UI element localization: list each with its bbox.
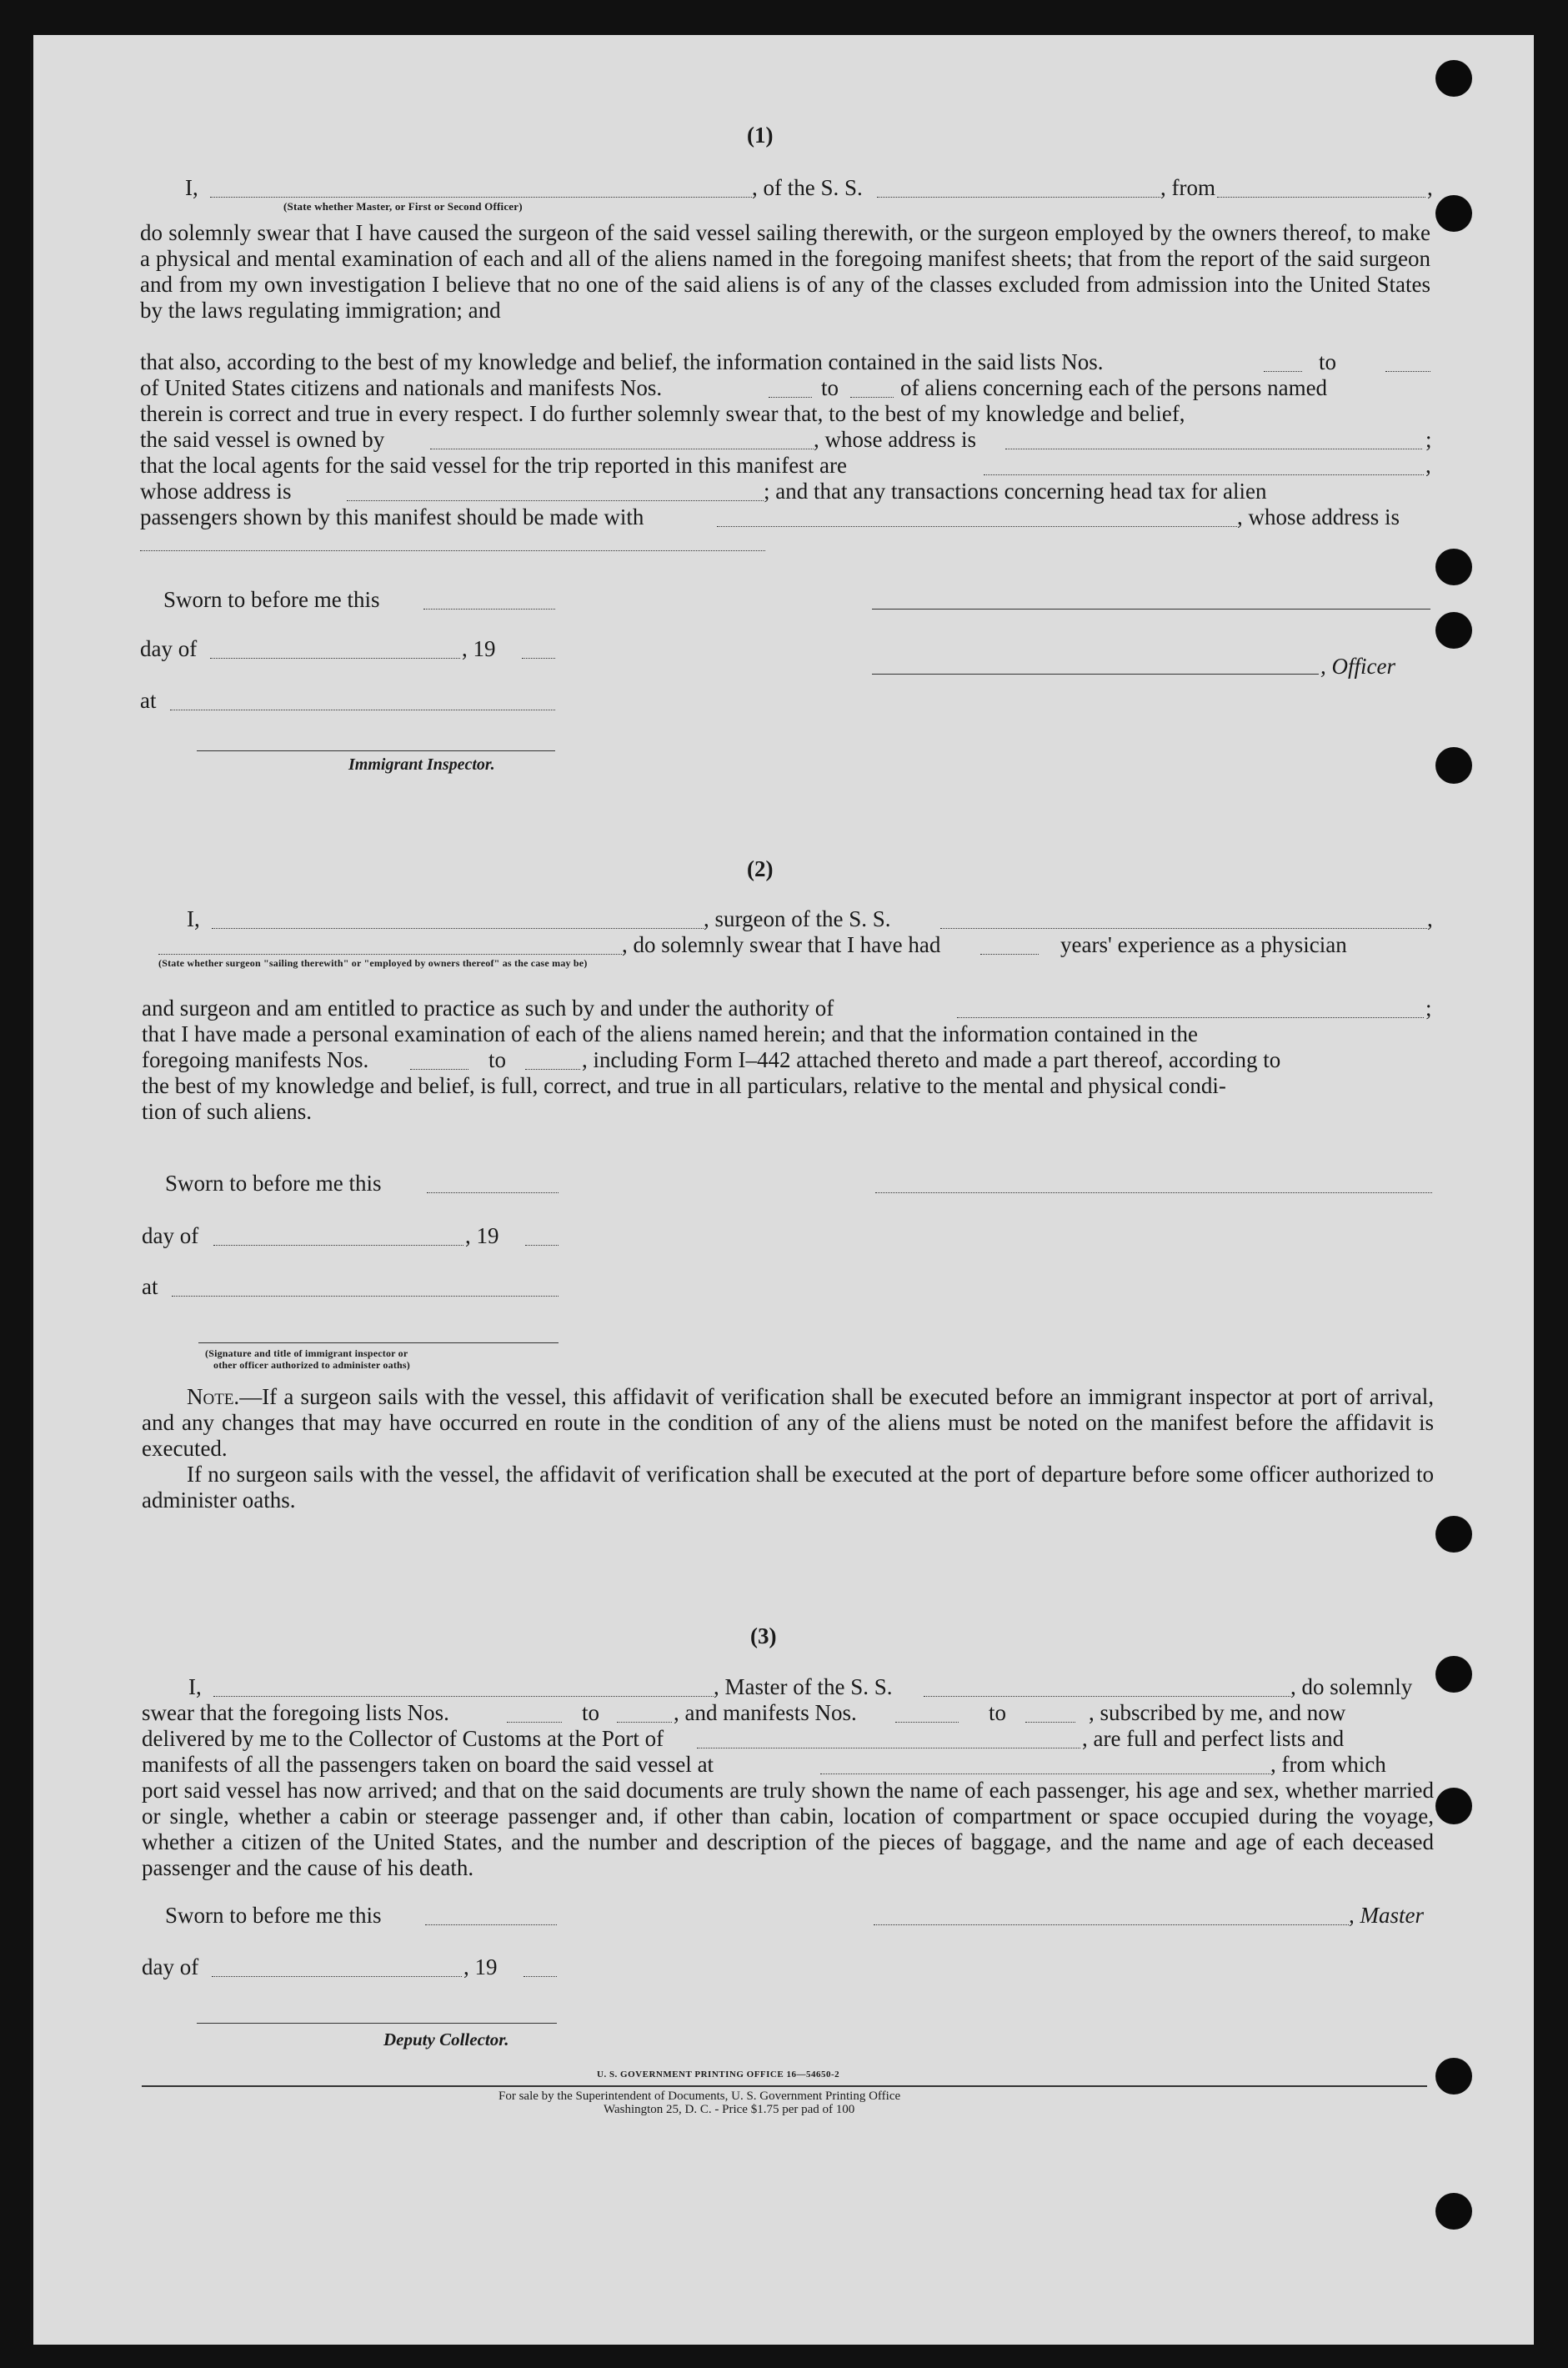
s2-best: the best of my knowledge and belief, is full, correct, and true in all particulars, relative to the mental and physical condi-: [142, 1073, 1226, 1098]
s3-boarded-at-field[interactable]: [820, 1773, 1270, 1774]
s1-sworn: Sworn to before me this: [163, 587, 380, 612]
s2-sig-caption-2: other officer authorized to administer oaths): [213, 1359, 410, 1371]
s3-do-solemnly: , do solemnly: [1290, 1674, 1413, 1699]
s1-local-agents: that the local agents for the said vessel for the trip reported in this manifest are: [140, 453, 847, 478]
s1-officer-label: , Officer: [1320, 654, 1395, 679]
gpo-imprint: U. S. GOVERNMENT PRINTING OFFICE 16—54650-2: [597, 2069, 840, 2080]
s1-year-field[interactable]: [522, 658, 555, 659]
s3-body-paragraph: port said vessel has now arrived; and that on the said documents are truly shown the name of each passenger, his age and sex, whether married or single, whether a cabin or steerage passenger and, if other than cabin, location of compartment or space occupied during the voyage, whether a citizen of the United States, and the number and description of the pieces of baggage, and the name and age of each deceased passenger and the cause of his death.: [142, 1778, 1434, 1880]
s2-note-paragraph-2: If no surgeon sails with the vessel, the affidavit of verification shall be executed at the port of departure before some officer authorized to administer oaths.: [142, 1462, 1434, 1513]
s1-sworn-field[interactable]: [423, 609, 555, 610]
footer-rule: [142, 2085, 1427, 2087]
s3-year-field[interactable]: [524, 1976, 557, 1977]
punch-hole: [1435, 1516, 1472, 1553]
s2-comma: ,: [1427, 906, 1433, 931]
section-3-heading: (3): [750, 1623, 777, 1648]
s3-year: , 19: [463, 1954, 498, 1979]
punch-hole: [1435, 747, 1472, 784]
s3-vessel-field[interactable]: [924, 1696, 1290, 1697]
s2-signature-line[interactable]: [875, 1192, 1432, 1193]
punch-hole: [1435, 612, 1472, 649]
s3-sworn: Sworn to before me this: [165, 1903, 382, 1928]
s1-officer-caption: (State whether Master, or First or Second Officer): [283, 200, 523, 213]
s2-semicolon: ;: [1425, 996, 1432, 1021]
punch-hole: [1435, 2058, 1472, 2095]
s2-do-solemnly: , do solemnly swear that I have had: [622, 932, 941, 957]
s2-sworn: Sworn to before me this: [165, 1171, 382, 1196]
s3-day-of: day of: [142, 1954, 199, 1979]
s1-of-us: of United States citizens and nationals and manifests Nos.: [140, 375, 663, 400]
s1-manifests-to-field[interactable]: [850, 397, 894, 398]
s3-day-field[interactable]: [212, 1976, 462, 1977]
s2-to: to: [488, 1047, 507, 1072]
s2-caption: (State whether surgeon "sailing therewith" or "employed by owners thereof" as the case may be): [158, 957, 588, 969]
s1-passengers: passengers shown by this manifest should be made with: [140, 504, 644, 529]
s2-day-of: day of: [142, 1223, 199, 1248]
punch-hole: [1435, 195, 1472, 232]
s2-authority-field[interactable]: [957, 1017, 1424, 1018]
s1-lists-to-field[interactable]: [1385, 371, 1430, 372]
s1-whose-address: , whose address is: [814, 427, 976, 452]
footer-sale-line-2: Washington 25, D. C. - Price $1.75 per pad of 100: [604, 2103, 855, 2116]
s1-vessel-field[interactable]: [877, 197, 1160, 198]
s1-owned-by: the said vessel is owned by: [140, 427, 385, 452]
s2-tion: tion of such aliens.: [142, 1099, 312, 1124]
s2-i: I,: [187, 906, 200, 931]
s2-surgeon-of: , surgeon of the S. S.: [704, 906, 891, 931]
s2-and-surgeon: and surgeon and am entitled to practice as such by and under the authority of: [142, 996, 834, 1021]
s1-therein: therein is correct and true in every respect. I do further solemnly swear that, to the best of my knowledge and belief,: [140, 401, 1185, 426]
s3-deputy-label: Deputy Collector.: [383, 2029, 509, 2049]
s1-officer-line[interactable]: [872, 674, 1319, 675]
s2-year: , 19: [465, 1223, 499, 1248]
punch-hole: [1435, 2193, 1472, 2230]
s2-vessel-field[interactable]: [940, 928, 1427, 929]
s1-comma: ,: [1425, 453, 1431, 478]
s1-semicolon: ;: [1425, 427, 1432, 452]
s1-of-ss: , of the S. S.: [752, 175, 863, 200]
s3-and-manifests: , and manifests Nos.: [674, 1700, 857, 1725]
punch-hole: [1435, 549, 1472, 585]
s2-note-label: Note.: [187, 1384, 240, 1409]
punch-hole: [1435, 1788, 1472, 1824]
s2-name-field[interactable]: [158, 954, 622, 955]
footer-sale-line-1: For sale by the Superintendent of Documents, U. S. Government Printing Office: [498, 2090, 901, 2103]
s3-i: I,: [188, 1674, 202, 1699]
s3-are-full: , are full and perfect lists and: [1082, 1726, 1345, 1751]
s1-head-tax: ; and that any transactions concerning head tax for alien: [764, 479, 1267, 504]
s2-surgeon-type-field[interactable]: [212, 928, 704, 929]
s1-day-of: day of: [140, 636, 198, 661]
s1-officer-field[interactable]: [210, 197, 752, 198]
s1-manifests-from-field[interactable]: [769, 397, 812, 398]
s1-of-aliens: of aliens concerning each of the persons named: [900, 375, 1328, 400]
s2-years-label: years' experience as a physician: [1060, 932, 1347, 957]
s2-inspector-line[interactable]: [198, 1342, 559, 1343]
s3-to: to: [582, 1700, 600, 1725]
s3-from-which: , from which: [1270, 1752, 1386, 1777]
s1-body-paragraph: do solemnly swear that I have caused the surgeon of the said vessel sailing therewith, or the surgeon employed by the owners thereof, to make a physical and mental examination of each and all of the aliens named in the foregoing manifest sheets; that from the report of the said surgeon and from my own investigation I believe that no one of the said aliens is of any of the classes excluded from admission into the United States by the laws regulating immigration; and: [140, 220, 1430, 323]
s1-year: , 19: [462, 636, 496, 661]
s3-subscribed: , subscribed by me, and now: [1089, 1700, 1346, 1725]
s2-at: at: [142, 1274, 158, 1299]
s1-to: to: [1319, 349, 1337, 374]
form-page: [33, 35, 1534, 2345]
s1-to: to: [821, 375, 839, 400]
s3-master-of: , Master of the S. S.: [714, 1674, 893, 1699]
s1-agents-field[interactable]: [984, 474, 1424, 475]
s3-lists-to-field[interactable]: [617, 1722, 672, 1723]
section-1-heading: (1): [747, 123, 774, 148]
s3-manifests-from-field[interactable]: [895, 1722, 959, 1723]
s2-including: , including Form I–442 attached thereto and made a part thereof, according to: [582, 1047, 1281, 1072]
s1-agents-address-field[interactable]: [347, 500, 764, 501]
s1-whose-address-3: , whose address is: [1237, 504, 1400, 529]
s3-swear: swear that the foregoing lists Nos.: [142, 1700, 449, 1725]
s1-inspector-label: Immigrant Inspector.: [348, 755, 495, 774]
s2-sworn-field[interactable]: [427, 1192, 559, 1193]
s2-manifests-to-field[interactable]: [525, 1069, 580, 1070]
s2-manifests-from-field[interactable]: [410, 1069, 468, 1070]
s2-note-text: —If a surgeon sails with the vessel, this affidavit of verification shall be executed before an immigrant inspector at port of arrival, and any changes that may have occurred en route in the condition of any of the aliens must be noted on the manifest before the affidavit is executed.: [142, 1384, 1434, 1461]
s2-years-field[interactable]: [980, 954, 1039, 955]
s2-note-paragraph: [142, 1384, 1434, 1462]
punch-hole: [1435, 60, 1472, 97]
s1-headtax-agent-field[interactable]: [717, 526, 1237, 527]
s1-comma: ,: [1427, 175, 1433, 200]
s3-sworn-field[interactable]: [425, 1924, 557, 1925]
s1-from: , from: [1160, 175, 1215, 200]
s3-signature-line[interactable]: [874, 1924, 1349, 1925]
s3-deputy-line[interactable]: [197, 2023, 557, 2024]
s3-delivered: delivered by me to the Collector of Customs at the Port of: [142, 1726, 664, 1751]
s3-manifests: manifests of all the passengers taken on board the said vessel at: [142, 1752, 714, 1777]
s1-i: I,: [185, 175, 198, 200]
s2-day-field[interactable]: [213, 1245, 463, 1246]
s1-headtax-address-field[interactable]: [140, 550, 765, 551]
s2-year-field[interactable]: [525, 1245, 559, 1246]
s1-signature-line[interactable]: [872, 609, 1430, 610]
s3-lists-from-field[interactable]: [507, 1722, 562, 1723]
s1-that-also: that also, according to the best of my knowledge and belief, the information contained in the said lists Nos.: [140, 349, 1104, 374]
s2-body: that I have made a personal examination of each of the aliens named herein; and that the information contained in the: [142, 1021, 1199, 1046]
s2-foregoing: foregoing manifests Nos.: [142, 1047, 369, 1072]
punch-hole: [1435, 1656, 1472, 1693]
s1-from-field[interactable]: [1217, 197, 1425, 198]
s3-master-name-field[interactable]: [213, 1696, 714, 1697]
s1-lists-from-field[interactable]: [1264, 371, 1302, 372]
section-2-heading: (2): [747, 856, 774, 881]
s3-to: to: [989, 1700, 1007, 1725]
s1-at: at: [140, 688, 157, 713]
s1-inspector-line[interactable]: [197, 750, 555, 751]
s2-at-field[interactable]: [172, 1296, 559, 1297]
s3-master-label: , Master: [1349, 1903, 1424, 1928]
s1-whose-address-2: whose address is: [140, 479, 292, 504]
s3-manifests-to-field[interactable]: [1025, 1722, 1075, 1723]
s2-sig-caption-1: (Signature and title of immigrant inspector or: [205, 1347, 408, 1359]
s1-day-field[interactable]: [210, 658, 460, 659]
